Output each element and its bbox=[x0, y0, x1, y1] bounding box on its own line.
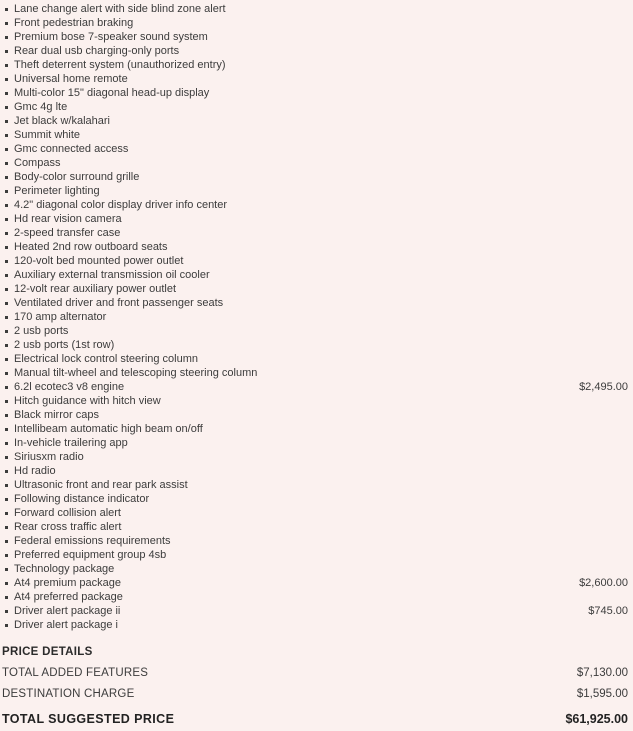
feature-label: 4.2" diagonal color display driver info center bbox=[14, 199, 228, 211]
bullet-icon bbox=[5, 302, 8, 305]
feature-row bbox=[5, 380, 628, 394]
feature-label: Siriusxm radio bbox=[14, 451, 84, 463]
bullet-icon bbox=[5, 22, 8, 25]
bullet-icon bbox=[5, 36, 8, 39]
price-detail-value: $7,130.00 bbox=[576, 667, 628, 679]
feature-label: Preferred equipment group 4sb bbox=[14, 549, 167, 561]
feature-row bbox=[5, 268, 628, 282]
bullet-icon bbox=[5, 568, 8, 571]
bullet-icon bbox=[5, 596, 8, 599]
feature-label: Hd rear vision camera bbox=[14, 213, 122, 225]
feature-label: 2 usb ports (1st row) bbox=[14, 339, 115, 351]
feature-row bbox=[5, 240, 628, 254]
feature-label: Multi-color 15" diagonal head-up display bbox=[14, 87, 210, 99]
feature-label: In-vehicle trailering app bbox=[14, 437, 128, 449]
feature-row bbox=[5, 436, 628, 450]
feature-label: Theft deterrent system (unauthorized entry) bbox=[14, 59, 226, 71]
feature-label: Driver alert package ii bbox=[14, 605, 121, 617]
bullet-icon bbox=[5, 134, 8, 137]
feature-label: Federal emissions requirements bbox=[14, 535, 171, 547]
bullet-icon bbox=[5, 428, 8, 431]
bullet-icon bbox=[5, 442, 8, 445]
feature-row bbox=[5, 520, 628, 534]
feature-row bbox=[5, 618, 628, 632]
bullet-icon bbox=[5, 204, 8, 207]
feature-label: Ultrasonic front and rear park assist bbox=[14, 479, 188, 491]
bullet-icon bbox=[5, 120, 8, 123]
total-suggested-price-row bbox=[2, 712, 628, 726]
feature-row bbox=[5, 450, 628, 464]
feature-row bbox=[5, 576, 628, 590]
feature-row bbox=[5, 282, 628, 296]
bullet-icon bbox=[5, 610, 8, 613]
bullet-icon bbox=[5, 274, 8, 277]
feature-row bbox=[5, 114, 628, 128]
feature-label: Hd radio bbox=[14, 465, 56, 477]
price-detail-value: $1,595.00 bbox=[576, 688, 628, 700]
feature-label: Lane change alert with side blind zone alert bbox=[14, 3, 226, 15]
feature-row bbox=[5, 464, 628, 478]
feature-row bbox=[5, 324, 628, 338]
price-detail-row bbox=[2, 688, 628, 700]
bullet-icon bbox=[5, 484, 8, 487]
bullet-icon bbox=[5, 498, 8, 501]
feature-price: $2,495.00 bbox=[579, 381, 628, 393]
feature-label: Electrical lock control steering column bbox=[14, 353, 199, 365]
bullet-icon bbox=[5, 344, 8, 347]
bullet-icon bbox=[5, 316, 8, 319]
bullet-icon bbox=[5, 372, 8, 375]
feature-label: Forward collision alert bbox=[14, 507, 121, 519]
bullet-icon bbox=[5, 386, 8, 389]
bullet-icon bbox=[5, 512, 8, 515]
feature-row bbox=[5, 254, 628, 268]
bullet-icon bbox=[5, 288, 8, 291]
feature-label: Compass bbox=[14, 157, 61, 169]
bullet-icon bbox=[5, 400, 8, 403]
feature-row bbox=[5, 226, 628, 240]
feature-label: Technology package bbox=[14, 563, 115, 575]
feature-row bbox=[5, 212, 628, 226]
feature-row bbox=[5, 198, 628, 212]
feature-row bbox=[5, 394, 628, 408]
feature-row bbox=[5, 16, 628, 30]
feature-row bbox=[5, 184, 628, 198]
price-detail-row bbox=[2, 667, 628, 679]
feature-row bbox=[5, 86, 628, 100]
feature-label: Heated 2nd row outboard seats bbox=[14, 241, 168, 253]
feature-label: 6.2l ecotec3 v8 engine bbox=[14, 381, 125, 393]
bullet-icon bbox=[5, 106, 8, 109]
feature-label: Universal home remote bbox=[14, 73, 128, 85]
bullet-icon bbox=[5, 540, 8, 543]
feature-row bbox=[5, 156, 628, 170]
price-details-heading: PRICE DETAILS bbox=[2, 646, 93, 658]
feature-label: Gmc connected access bbox=[14, 143, 129, 155]
feature-row bbox=[5, 422, 628, 436]
feature-row bbox=[5, 310, 628, 324]
feature-label: At4 preferred package bbox=[14, 591, 123, 603]
bullet-icon bbox=[5, 64, 8, 67]
bullet-icon bbox=[5, 260, 8, 263]
bullet-icon bbox=[5, 582, 8, 585]
feature-row bbox=[5, 366, 628, 380]
feature-label: Premium bose 7-speaker sound system bbox=[14, 31, 208, 43]
price-details-rows bbox=[2, 667, 628, 700]
feature-label: Rear dual usb charging-only ports bbox=[14, 45, 180, 57]
bullet-icon bbox=[5, 8, 8, 11]
feature-label: Following distance indicator bbox=[14, 493, 150, 505]
feature-label: Auxiliary external transmission oil cooler bbox=[14, 269, 210, 281]
feature-label: Perimeter lighting bbox=[14, 185, 100, 197]
bullet-icon bbox=[5, 456, 8, 459]
bullet-icon bbox=[5, 92, 8, 95]
feature-label: At4 premium package bbox=[14, 577, 121, 589]
bullet-icon bbox=[5, 190, 8, 193]
price-detail-label: DESTINATION CHARGE bbox=[2, 688, 135, 700]
feature-row bbox=[5, 128, 628, 142]
feature-row bbox=[5, 72, 628, 86]
added-features-list bbox=[0, 2, 628, 632]
feature-row bbox=[5, 58, 628, 72]
bullet-icon bbox=[5, 78, 8, 81]
feature-label: Summit white bbox=[14, 129, 81, 141]
bullet-icon bbox=[5, 358, 8, 361]
feature-label: Rear cross traffic alert bbox=[14, 521, 122, 533]
total-suggested-price-value: $61,925.00 bbox=[565, 712, 628, 726]
feature-label: Intellibeam automatic high beam on/off bbox=[14, 423, 203, 435]
bullet-icon bbox=[5, 148, 8, 151]
bullet-icon bbox=[5, 624, 8, 627]
feature-row bbox=[5, 338, 628, 352]
feature-label: 2 usb ports bbox=[14, 325, 69, 337]
feature-row bbox=[5, 534, 628, 548]
bullet-icon bbox=[5, 162, 8, 165]
feature-price: $745.00 bbox=[588, 605, 628, 617]
total-suggested-price-label: TOTAL SUGGESTED PRICE bbox=[2, 712, 175, 726]
bullet-icon bbox=[5, 470, 8, 473]
feature-label: Ventilated driver and front passenger seats bbox=[14, 297, 224, 309]
price-detail-label: TOTAL ADDED FEATURES bbox=[2, 667, 149, 679]
feature-row bbox=[5, 506, 628, 520]
feature-label: 12-volt rear auxiliary power outlet bbox=[14, 283, 177, 295]
feature-row bbox=[5, 492, 628, 506]
feature-row bbox=[5, 548, 628, 562]
feature-label: Hitch guidance with hitch view bbox=[14, 395, 161, 407]
feature-label: Manual tilt-wheel and telescoping steering column bbox=[14, 367, 258, 379]
feature-label: 120-volt bed mounted power outlet bbox=[14, 255, 184, 267]
feature-label: Body-color surround grille bbox=[14, 171, 140, 183]
bullet-icon bbox=[5, 50, 8, 53]
feature-row bbox=[5, 44, 628, 58]
feature-label: 2-speed transfer case bbox=[14, 227, 121, 239]
price-details-section bbox=[0, 646, 628, 726]
bullet-icon bbox=[5, 232, 8, 235]
bullet-icon bbox=[5, 526, 8, 529]
feature-row bbox=[5, 2, 628, 16]
feature-row bbox=[5, 562, 628, 576]
bullet-icon bbox=[5, 330, 8, 333]
feature-label: Front pedestrian braking bbox=[14, 17, 134, 29]
feature-row bbox=[5, 352, 628, 366]
feature-row bbox=[5, 30, 628, 44]
feature-price: $2,600.00 bbox=[579, 577, 628, 589]
feature-label: Black mirror caps bbox=[14, 409, 99, 421]
feature-label: Gmc 4g lte bbox=[14, 101, 68, 113]
bullet-icon bbox=[5, 218, 8, 221]
feature-row bbox=[5, 590, 628, 604]
feature-label: Driver alert package i bbox=[14, 619, 118, 631]
bullet-icon bbox=[5, 246, 8, 249]
feature-label: 170 amp alternator bbox=[14, 311, 107, 323]
feature-row bbox=[5, 604, 628, 618]
feature-row bbox=[5, 142, 628, 156]
feature-row bbox=[5, 296, 628, 310]
feature-row bbox=[5, 170, 628, 184]
bullet-icon bbox=[5, 176, 8, 179]
feature-row bbox=[5, 408, 628, 422]
feature-row bbox=[5, 100, 628, 114]
feature-row bbox=[5, 478, 628, 492]
feature-label: Jet black w/kalahari bbox=[14, 115, 110, 127]
bullet-icon bbox=[5, 414, 8, 417]
bullet-icon bbox=[5, 554, 8, 557]
